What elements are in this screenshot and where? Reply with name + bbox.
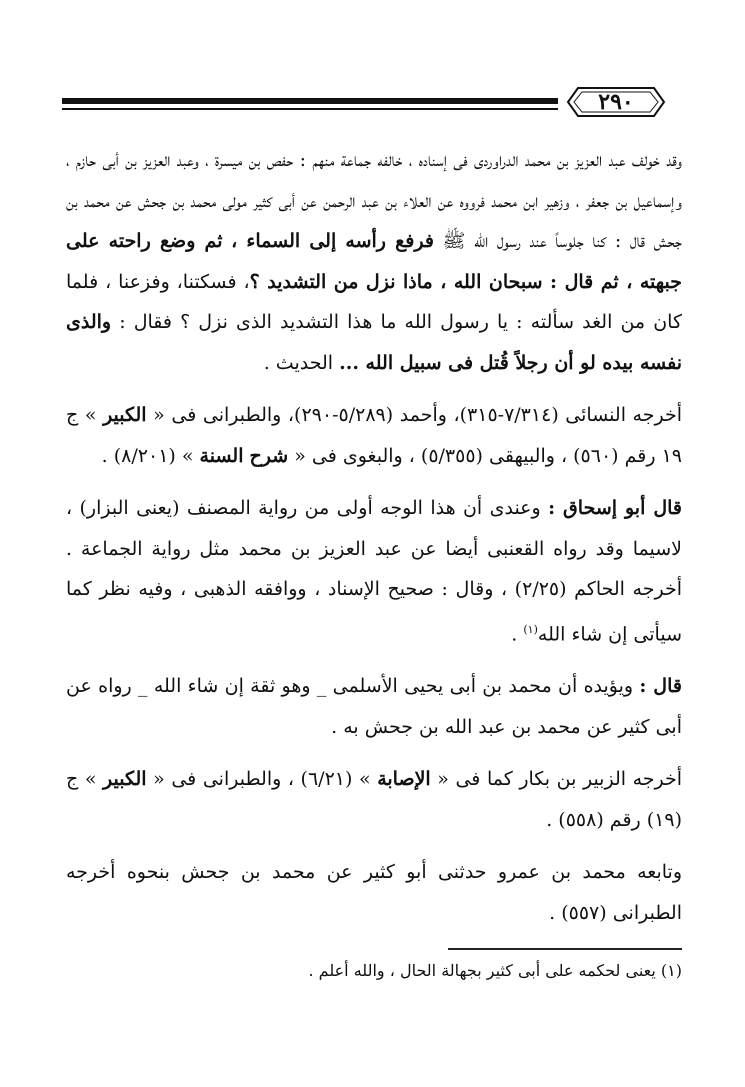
text-line: . [511,622,518,645]
book-title: السنة [199,444,244,467]
footnote: (١) يعنى لحكمه على أبى كثير بجهالة الحال ، والله أعلم . [308,961,682,980]
speaker-label: قال : [639,675,682,698]
text-line: حفص بن ميسرة ، وعبد العزيز بن أبى حازم ، وإسماعيل بن جعفر ، وزهير ابن [66,149,682,212]
text-line: محمد بن جحش قال : كنا جلوساً عند رسول الله ﷺ [66,189,682,252]
text-line: ويؤيده أن محمد بن أبى يحيى الأسلمى _ وهو ثقة إن شاء الله _ [138,675,634,698]
speaker-label: قال أبو إسحاق : [548,497,683,519]
paragraph-6 [66,852,682,933]
text-line: أخرجه الزبير بن بكار كما فى « [437,768,683,791]
text-line: » (٨/٢٠١) . [101,444,194,467]
footnote-separator [448,948,682,950]
hadith-text: ثم وضع راحته على جبهته ، ثم قال : سبحان الله ، ماذا نزل من التشديد ؟ [66,230,682,293]
header-rule-thin [62,108,558,110]
text-line: أخرجه الطبرانى (٥٥٧) . [66,861,682,924]
text-line: فى « [153,404,197,426]
paragraph-4 [66,666,682,747]
paragraph-5 [66,759,682,840]
paragraph-1 [66,140,682,383]
text-line: » ج (١٩) رقم (٥٥٨) . [66,768,682,831]
page-number: ٢٩٠ [598,89,634,115]
text-line: وفيه نظر كما سيأتى إن شاء الله [66,578,682,645]
text-line: ، [243,270,250,293]
text-line: البزار) ، لاسيما وقد رواه القعنبى أيضا عن عبد العزيز بن محمد مثل رواية [66,497,682,560]
hadith-text: فرفع رأسه إلى السماء ، [231,230,434,252]
paragraph-2 [66,395,682,476]
header-rule [62,98,558,104]
text-line: الحديث . [263,351,334,374]
text-line: » (٦/٢١) ، والطبرانى فى [171,768,371,791]
text-line: فسكتنا، وفزعنا ، فلما كان من الغد سألته : يا رسول الله ما هذا التشديد الذى [66,270,682,333]
hadith-text: والذى نفسه بيده لو أن رجلاً قُتل فى سبيل الله ... [66,311,682,374]
text-line: » ج ١٩ رقم (٥٦٠) ، والبيهقى (٥/٣٥٥) ، والبغوى فى « [66,404,682,467]
text-line: الجماعة . أخرجه الحاكم (٢/٢٥) ، وقال : صحيح الإسناد ، ووافقه الذهبى ، [66,537,682,600]
text-line: رواه عن أبى كثير عن محمد بن عبد الله بن جحش به . [66,675,682,738]
text-line: محمد فرووه عن العلاء بن عبد الرحمن عن أبى كثير مولى محمد بن جحش عن [116,189,517,212]
book-title: شرح [249,444,289,467]
book-title: الكبير [103,404,147,426]
book-title: الإصابة [377,768,431,791]
text-line: وتابعه محمد بن عمرو حدثنى أبو كثير عن محمد بن جحش بنحوه [126,861,683,884]
text-line: « [153,768,165,791]
footnote-reference[interactable]: (١) [523,622,538,636]
book-title: الكبير [103,768,147,791]
text-line: وعندى أن هذا الوجه أولى من رواية المصنف (يعنى [136,497,541,519]
text-line: أخرجه النسائى (٧/٣١٤-٣١٥)، وأحمد (٥/٢٨٩-٢٩٠)، والطبرانى [202,404,682,426]
paragraph-3 [66,488,682,654]
text-line: وقد خولف عبد العزيز بن محمد الدراوردى فى إسناده ، خالفه جماعة منهم : [299,149,682,171]
text-line: نزل ؟ فقال : [119,311,228,333]
page-number-badge [566,84,666,120]
main-text [66,140,682,933]
